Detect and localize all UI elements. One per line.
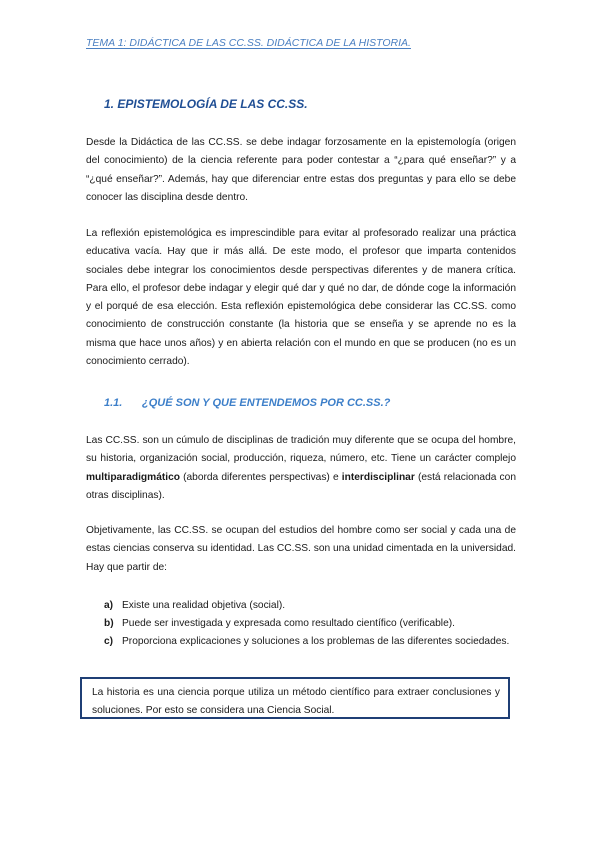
paragraph-text: (está relacionada con otras disciplinas). <box>86 471 516 501</box>
section-1-heading <box>104 97 308 111</box>
section-1-1-paragraph-2: Objetivamente, las CC.SS. se ocupan del estudios del hombre como ser social y cada una de estas ciencias conserva su identidad. Las CC.SS. son una unidad cimentada en la universidad. Hay que partir de: <box>86 525 516 573</box>
paragraph-text: (aborda diferentes perspectivas) e <box>179 471 342 483</box>
list-item-label: c) <box>104 636 114 647</box>
section-1-1-heading <box>104 397 390 409</box>
section-1-1-title: ¿QUÉ SON Y QUE ENTENDEMOS POR CC.SS.? <box>142 397 391 409</box>
list-item-label: b) <box>104 618 114 629</box>
section-1-paragraph-1: Desde la Didáctica de las CC.SS. se debe indagar forzosamente en la epistemología (origen del conocimiento) de la ciencia referente para poder contestar a “¿para qué enseñar?” y a “¿qué enseñar?”. Además, hay que diferenciar entre estas dos preguntas y para ello se debe conocer las disciplina desde dentro. <box>86 137 516 203</box>
list-item-text: Proporciona explicaciones y soluciones a los problemas de las diferentes sociedades. <box>122 636 510 647</box>
paragraph-text: Las CC.SS. son un cúmulo de disciplinas de tradición muy diferente que se ocupa del hombre, su historia, organización social, producción, riqueza, número, etc. Tiene un carácter complejo <box>86 435 516 465</box>
section-1-number: 1. <box>104 97 115 111</box>
highlight-box: La historia es una ciencia porque utiliza un método científico para extraer conclusiones y soluciones. Por esto se considera una Ciencia Social. <box>80 677 510 719</box>
bold-term-interdisciplinar: interdisciplinar <box>341 471 415 483</box>
section-1-paragraph-2: La reflexión epistemológica es imprescindible para evitar al profesorado realizar una práctica educativa vacía. Hay que ir más allá. De este modo, el profesor que imparta contenidos sociales debe integrar los conocimientos desde perspectivas diferentes y de manera crítica. Para ello, el profesor debe indagar y elegir qué dar y qué no dar, de dónde coge la información y el porqué de esa elección. Esta reflexión epistemológica debe considerar las CC.SS. como conocimiento de construcción constante (la historia que se enseña y se aprende no es la misma que hace unos años) y en abierta relación con el mundo en que se producen (no es un conocimiento cerrado). <box>86 228 516 368</box>
list-item-label: a) <box>104 600 114 611</box>
bold-term-multiparadigmatico: multiparadigmático <box>86 471 180 483</box>
list-item-text: Puede ser investigada y expresada como resultado científico (verificable). <box>122 618 455 629</box>
list-item <box>104 615 516 633</box>
list-item <box>104 597 516 615</box>
list-item <box>104 633 516 651</box>
section-1-title: EPISTEMOLOGÍA DE LAS CC.SS. <box>117 97 308 111</box>
conditions-list <box>104 597 516 651</box>
list-item-text: Existe una realidad objetiva (social). <box>122 600 286 611</box>
document-header: TEMA 1: DIDÁCTICA DE LAS CC.SS. DIDÁCTICA DE LA HISTORIA. <box>86 37 411 49</box>
section-1-1-paragraph-1 <box>86 432 516 505</box>
section-1-1-number: 1.1. <box>104 397 123 409</box>
